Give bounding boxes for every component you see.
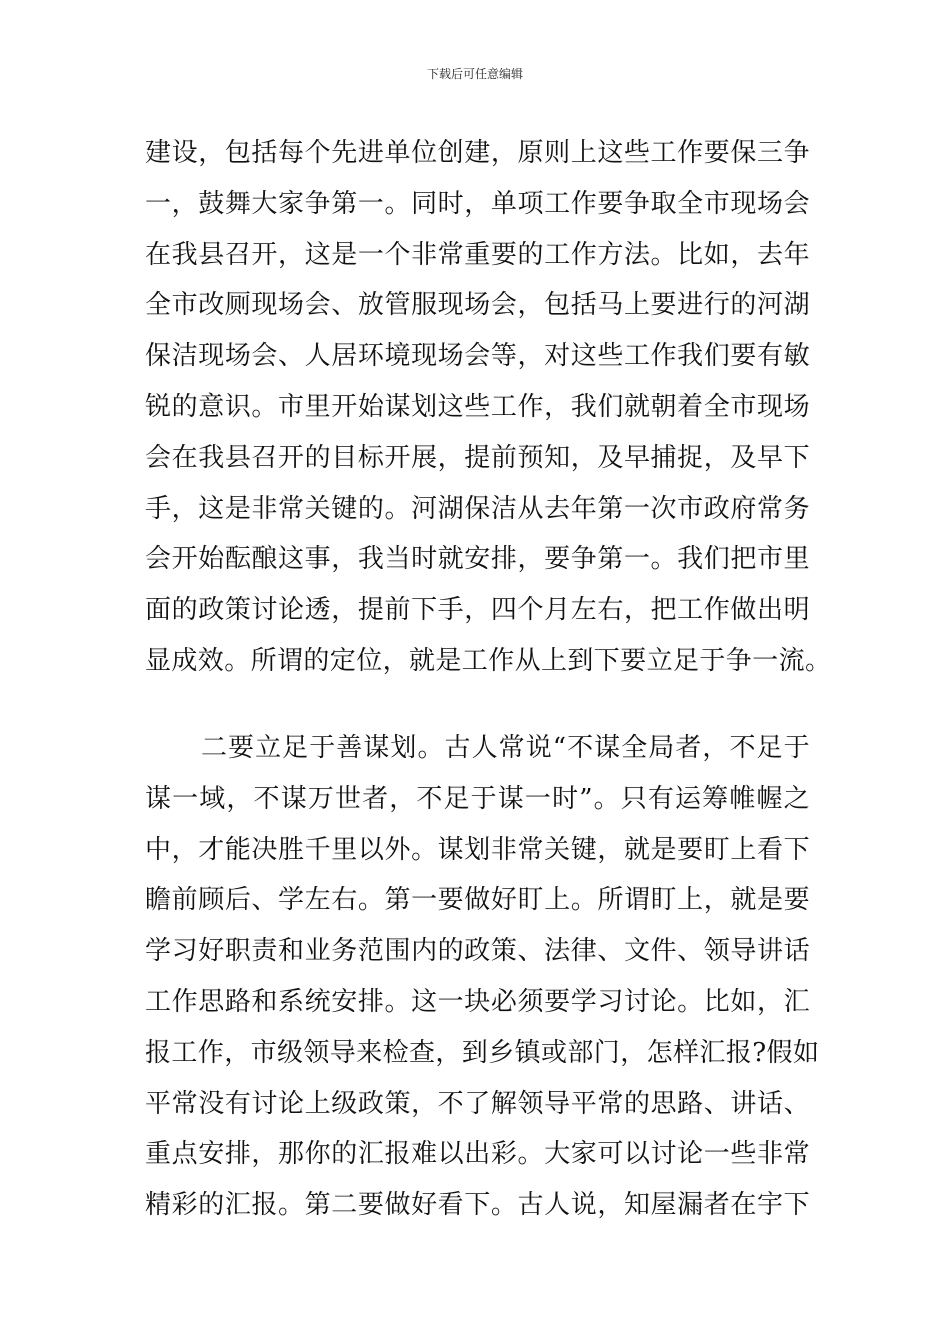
paragraph-2 (145, 723, 820, 1231)
text-line: 一，鼓舞大家争第一。同时，单项工作要争取全市现场会 (145, 188, 810, 219)
text-line: 会开始酝酿这事，我当时就安排，要争第一。我们把市里 (145, 544, 810, 575)
text-line: 建设，包括每个先进单位创建，原则上这些工作要保三争 (145, 138, 810, 168)
text-line: 二要立足于善谋划。古人常说“不谋全局者，不足于 (201, 733, 810, 763)
text-line: 平常没有讨论上级政策，不了解领导平常的思路、讲话、 (145, 1088, 810, 1119)
text-line: 谋一域，不谋万世者，不足于谋一时”。只有运筹帷幄之 (145, 783, 810, 814)
text-line: 中，才能决胜千里以外。谋划非常关键，就是要盯上看下 (145, 834, 810, 865)
text-line: 手，这是非常关键的。河湖保洁从去年第一次市政府常务 (145, 493, 810, 524)
text-line: 报工作，市级领导来检查，到乡镇或部门，怎样汇报?假如 (145, 1037, 820, 1068)
text-line: 会在我县召开的目标开展，提前预知，及早捕捉，及早下 (145, 442, 810, 473)
text-line: 重点安排，那你的汇报难以出彩。大家可以讨论一些非常 (145, 1139, 810, 1170)
text-line: 全市改厕现场会、放管服现场会，包括马上要进行的河湖 (145, 290, 810, 321)
text-line: 在我县召开，这是一个非常重要的工作方法。比如，去年 (145, 239, 810, 270)
text-line: 瞻前顾后、学左右。第一要做好盯上。所谓盯上，就是要 (145, 885, 810, 916)
paragraph-1 (145, 128, 832, 687)
text-line: 锐的意识。市里开始谋划这些工作，我们就朝着全市现场 (145, 391, 810, 422)
text-line: 工作思路和系统安排。这一块必须要学习讨论。比如，汇 (145, 986, 810, 1017)
text-line: 显成效。所谓的定位，就是工作从上到下要立足于争一流。 (145, 645, 832, 676)
text-line: 面的政策讨论透，提前下手，四个月左右，把工作做出明 (145, 595, 810, 626)
text-line: 精彩的汇报。第二要做好看下。古人说，知屋漏者在宇下 (145, 1190, 810, 1221)
text-line: 学习好职责和业务范围内的政策、法律、文件、领导讲话 (145, 936, 810, 967)
header-note: 下载后可任意编辑 (426, 67, 523, 81)
text-line: 保洁现场会、人居环境现场会等，对这些工作我们要有敏 (145, 341, 810, 372)
